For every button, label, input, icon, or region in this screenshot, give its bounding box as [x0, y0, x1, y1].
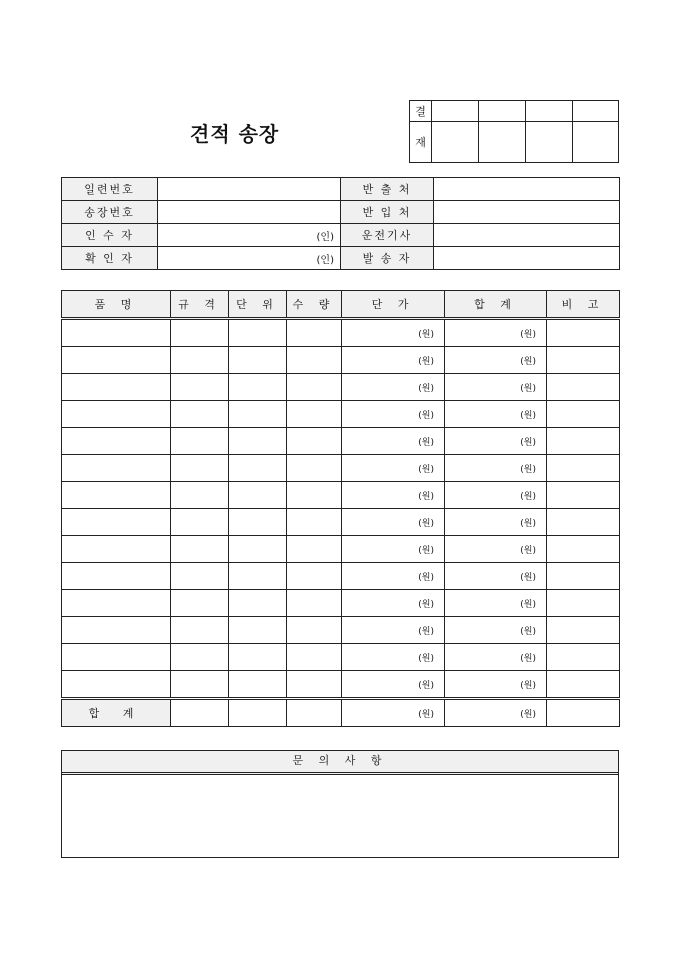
col-header-quantity: 수 량: [287, 291, 342, 319]
notes-body[interactable]: [62, 775, 618, 859]
spec-cell[interactable]: [171, 347, 229, 374]
total-unit-price-cell[interactable]: [342, 699, 445, 727]
table-row: [62, 347, 620, 374]
unit-price-cell[interactable]: [342, 319, 445, 347]
item-name-cell[interactable]: [62, 455, 171, 482]
won-mark: (원): [520, 545, 536, 556]
confirmer-field[interactable]: [158, 247, 341, 270]
item-name-cell[interactable]: [62, 374, 171, 401]
won-mark: (원): [520, 572, 536, 583]
serial-no-label: 일련번호: [62, 178, 158, 201]
amount-cell[interactable]: [445, 536, 547, 563]
incoming-place-label: 반 입 처: [341, 201, 434, 224]
col-header-spec: 규 격: [171, 291, 229, 319]
remarks-cell[interactable]: [547, 644, 620, 671]
remarks-cell[interactable]: [547, 374, 620, 401]
unit-price-cell[interactable]: [342, 374, 445, 401]
won-mark: (원): [418, 709, 434, 720]
won-mark: (원): [520, 329, 536, 340]
won-mark: (원): [520, 356, 536, 367]
won-mark: (원): [418, 653, 434, 664]
remarks-cell[interactable]: [547, 482, 620, 509]
quantity-cell[interactable]: [287, 644, 342, 671]
spec-cell[interactable]: [171, 644, 229, 671]
unit-price-cell[interactable]: [342, 671, 445, 699]
spec-cell[interactable]: [171, 563, 229, 590]
receiver-label: 인 수 자: [62, 224, 158, 247]
amount-cell[interactable]: [445, 428, 547, 455]
quantity-cell[interactable]: [287, 482, 342, 509]
unit-cell[interactable]: [229, 617, 287, 644]
total-unit-cell[interactable]: [229, 699, 287, 727]
won-mark: (원): [418, 410, 434, 421]
table-row: [62, 590, 620, 617]
table-row: [62, 455, 620, 482]
table-row: [62, 644, 620, 671]
total-row: [62, 699, 620, 727]
quantity-cell[interactable]: [287, 536, 342, 563]
approval-label-top: 결: [410, 101, 432, 122]
spec-cell[interactable]: [171, 374, 229, 401]
won-mark: (원): [418, 545, 434, 556]
table-row: [62, 509, 620, 536]
amount-cell[interactable]: [445, 482, 547, 509]
quantity-cell[interactable]: [287, 563, 342, 590]
amount-cell[interactable]: [445, 563, 547, 590]
won-mark: (원): [418, 329, 434, 340]
remarks-cell[interactable]: [547, 509, 620, 536]
seal-mark: (인): [316, 231, 334, 243]
won-mark: (원): [520, 410, 536, 421]
won-mark: (원): [418, 383, 434, 394]
item-name-cell[interactable]: [62, 347, 171, 374]
won-mark: (원): [520, 518, 536, 529]
remarks-cell[interactable]: [547, 428, 620, 455]
item-name-cell[interactable]: [62, 644, 171, 671]
unit-cell[interactable]: [229, 644, 287, 671]
item-name-cell[interactable]: [62, 428, 171, 455]
won-mark: (원): [418, 572, 434, 583]
unit-cell[interactable]: [229, 455, 287, 482]
page-title: 견적 송장: [190, 122, 280, 146]
total-quantity-cell[interactable]: [287, 699, 342, 727]
won-mark: (원): [520, 680, 536, 691]
invoice-no-label: 송장번호: [62, 201, 158, 224]
unit-price-cell[interactable]: [342, 455, 445, 482]
unit-cell[interactable]: [229, 482, 287, 509]
quantity-cell[interactable]: [287, 509, 342, 536]
quantity-cell[interactable]: [287, 319, 342, 347]
seal-mark: (인): [316, 254, 334, 266]
spec-cell[interactable]: [171, 428, 229, 455]
approval-sign-cell[interactable]: [479, 122, 525, 163]
unit-cell[interactable]: [229, 671, 287, 699]
unit-price-cell[interactable]: [342, 401, 445, 428]
total-remarks-cell[interactable]: [547, 699, 620, 727]
col-header-amount: 합 계: [445, 291, 547, 319]
serial-no-field[interactable]: [158, 178, 341, 201]
sender-field[interactable]: [434, 247, 620, 270]
unit-cell[interactable]: [229, 428, 287, 455]
table-row: [62, 374, 620, 401]
table-row: [62, 482, 620, 509]
sender-label: 발 송 자: [341, 247, 434, 270]
table-row: [62, 671, 620, 699]
item-name-cell[interactable]: [62, 536, 171, 563]
item-name-cell[interactable]: [62, 319, 171, 347]
table-row: [62, 319, 620, 347]
unit-price-cell[interactable]: [342, 428, 445, 455]
table-row: [62, 401, 620, 428]
remarks-cell[interactable]: [547, 319, 620, 347]
remarks-cell[interactable]: [547, 455, 620, 482]
approval-sign-cell[interactable]: [525, 122, 572, 163]
quantity-cell[interactable]: [287, 671, 342, 699]
unit-cell[interactable]: [229, 536, 287, 563]
item-name-cell[interactable]: [62, 590, 171, 617]
remarks-cell[interactable]: [547, 536, 620, 563]
receiver-field[interactable]: [158, 224, 341, 247]
won-mark: (원): [418, 680, 434, 691]
approval-label-bottom: 재: [410, 122, 432, 163]
items-header-row: [62, 291, 620, 319]
won-mark: (원): [418, 437, 434, 448]
table-row: [62, 563, 620, 590]
spec-cell[interactable]: [171, 671, 229, 699]
incoming-place-field[interactable]: [434, 201, 620, 224]
table-row: [62, 617, 620, 644]
won-mark: (원): [418, 626, 434, 637]
spec-cell[interactable]: [171, 401, 229, 428]
notes-header: 문 의 사 항: [62, 751, 618, 775]
approval-sign-cell[interactable]: [572, 101, 618, 122]
amount-cell[interactable]: [445, 455, 547, 482]
quantity-cell[interactable]: [287, 617, 342, 644]
unit-cell[interactable]: [229, 347, 287, 374]
remarks-cell[interactable]: [547, 563, 620, 590]
remarks-cell[interactable]: [547, 617, 620, 644]
items-table: [61, 290, 620, 727]
outgoing-place-field[interactable]: [434, 178, 620, 201]
col-header-item-name: 품 명: [62, 291, 171, 319]
quantity-cell[interactable]: [287, 374, 342, 401]
spec-cell[interactable]: [171, 509, 229, 536]
won-mark: (원): [520, 464, 536, 475]
approval-sign-cell[interactable]: [432, 101, 479, 122]
amount-cell[interactable]: [445, 644, 547, 671]
unit-price-cell[interactable]: [342, 509, 445, 536]
info-table: [61, 177, 620, 270]
unit-price-cell[interactable]: [342, 482, 445, 509]
amount-cell[interactable]: [445, 401, 547, 428]
table-row: [62, 428, 620, 455]
item-name-cell[interactable]: [62, 671, 171, 699]
invoice-no-field[interactable]: [158, 201, 341, 224]
unit-price-cell[interactable]: [342, 644, 445, 671]
remarks-cell[interactable]: [547, 347, 620, 374]
outgoing-place-label: 반 출 처: [341, 178, 434, 201]
won-mark: (원): [418, 599, 434, 610]
item-name-cell[interactable]: [62, 482, 171, 509]
amount-cell[interactable]: [445, 319, 547, 347]
spec-cell[interactable]: [171, 536, 229, 563]
approval-sign-cell[interactable]: [432, 122, 479, 163]
driver-field[interactable]: [434, 224, 620, 247]
unit-price-cell[interactable]: [342, 563, 445, 590]
approval-sign-cell[interactable]: [479, 101, 525, 122]
item-name-cell[interactable]: [62, 509, 171, 536]
item-name-cell[interactable]: [62, 563, 171, 590]
unit-price-cell[interactable]: [342, 347, 445, 374]
total-amount-cell[interactable]: [445, 699, 547, 727]
remarks-cell[interactable]: [547, 590, 620, 617]
total-label: 합 계: [62, 699, 171, 727]
spec-cell[interactable]: [171, 617, 229, 644]
amount-cell[interactable]: [445, 671, 547, 699]
won-mark: (원): [520, 437, 536, 448]
col-header-remarks: 비 고: [547, 291, 620, 319]
quantity-cell[interactable]: [287, 428, 342, 455]
unit-cell[interactable]: [229, 401, 287, 428]
quantity-cell[interactable]: [287, 347, 342, 374]
total-spec-cell[interactable]: [171, 699, 229, 727]
won-mark: (원): [520, 653, 536, 664]
approval-sign-cell[interactable]: [525, 101, 572, 122]
won-mark: (원): [418, 518, 434, 529]
table-row: [62, 536, 620, 563]
won-mark: (원): [520, 383, 536, 394]
spec-cell[interactable]: [171, 319, 229, 347]
won-mark: (원): [520, 626, 536, 637]
spec-cell[interactable]: [171, 482, 229, 509]
won-mark: (원): [418, 356, 434, 367]
unit-cell[interactable]: [229, 509, 287, 536]
quantity-cell[interactable]: [287, 401, 342, 428]
amount-cell[interactable]: [445, 617, 547, 644]
amount-cell[interactable]: [445, 374, 547, 401]
amount-cell[interactable]: [445, 590, 547, 617]
won-mark: (원): [520, 709, 536, 720]
notes-section: [61, 750, 619, 858]
won-mark: (원): [520, 491, 536, 502]
unit-cell[interactable]: [229, 563, 287, 590]
driver-label: 운전기사: [341, 224, 434, 247]
col-header-unit: 단 위: [229, 291, 287, 319]
confirmer-label: 확 인 자: [62, 247, 158, 270]
approval-sign-cell[interactable]: [572, 122, 618, 163]
quantity-cell[interactable]: [287, 590, 342, 617]
col-header-unit-price: 단 가: [342, 291, 445, 319]
won-mark: (원): [418, 464, 434, 475]
item-name-cell[interactable]: [62, 401, 171, 428]
remarks-cell[interactable]: [547, 671, 620, 699]
unit-price-cell[interactable]: [342, 590, 445, 617]
item-name-cell[interactable]: [62, 617, 171, 644]
remarks-cell[interactable]: [547, 401, 620, 428]
amount-cell[interactable]: [445, 509, 547, 536]
quantity-cell[interactable]: [287, 455, 342, 482]
unit-cell[interactable]: [229, 319, 287, 347]
unit-price-cell[interactable]: [342, 536, 445, 563]
approval-box: [409, 100, 619, 163]
won-mark: (원): [520, 599, 536, 610]
unit-price-cell[interactable]: [342, 617, 445, 644]
won-mark: (원): [418, 491, 434, 502]
unit-cell[interactable]: [229, 590, 287, 617]
spec-cell[interactable]: [171, 590, 229, 617]
spec-cell[interactable]: [171, 455, 229, 482]
amount-cell[interactable]: [445, 347, 547, 374]
unit-cell[interactable]: [229, 374, 287, 401]
